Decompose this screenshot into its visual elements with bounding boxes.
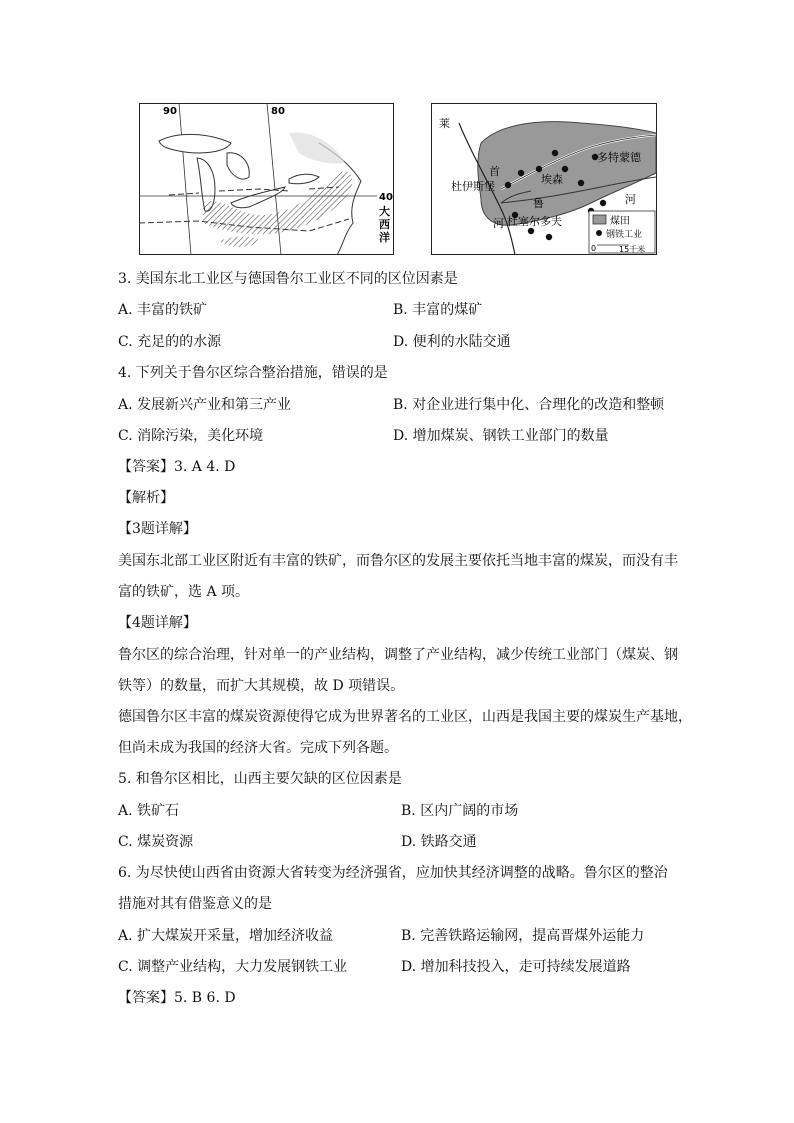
ocean-label-1: 大 [379,205,390,218]
answer-3-4: 【答案】3. A 4. D [118,459,236,475]
detail-4-line-2: 铁等）的数量，而扩大其规模，故 D 项错误。 [118,678,405,694]
q4-option-a: A. 发展新兴产业和第三产业 [118,397,292,413]
ocean-label-3: 洋 [379,231,390,244]
lon-90-label: 90 [163,106,177,117]
legend-coal-label: 煤田 [610,216,630,227]
q4-option-d: D. 增加煤炭、钢铁工业部门的数量 [393,428,609,444]
legend-coal-swatch [593,215,606,224]
map-figures [139,103,657,255]
q3-option-a: A. 丰富的铁矿 [118,302,208,318]
q4-option-c: C. 消除污染，美化环境 [118,428,264,444]
q6-option-b: B. 完善铁路运输网，提高晋煤外运能力 [401,928,645,944]
lon-80-label: 80 [271,106,285,117]
analysis-title: 【解析】 [118,490,174,506]
q5-option-a: A. 铁矿石 [118,803,180,819]
scale-label: 15千米 [619,245,646,254]
q3-option-d: D. 便利的水陆交通 [393,334,511,350]
label-he-left: 河 [493,217,504,230]
label-he-right: 河 [625,193,636,206]
label-dusseldorf: 杜塞尔多夫 [507,215,562,228]
q5-option-d: D. 铁路交通 [401,834,477,850]
label-shou: 首 [489,165,500,178]
q6-option-a: A. 扩大煤炭开采量，增加经济收益 [118,928,334,944]
detail-3-line-2: 富的铁矿，选 A 项。 [118,584,250,600]
question-3-stem: 3. 美国东北工业区与德国鲁尔工业区不同的区位因素是 [118,271,458,287]
us-northeast-map [139,103,394,255]
label-dortmund: 多特蒙德 [597,151,641,164]
question-4-stem: 4. 下列关于鲁尔区综合整治措施，错误的是 [118,365,388,381]
q4-option-b: B. 对企业进行集中化、合理化的改造和整顿 [393,397,665,413]
answer-5-6: 【答案】5. B 6. D [118,990,236,1006]
legend-steel-label: 钢铁工业 [606,230,643,240]
q3-option-c: C. 充足的的水源 [118,334,222,350]
scale-zero: 0 [591,244,597,253]
ruhr-map [431,103,657,255]
lat-40-label: 40 [379,192,393,203]
intro-line-2: 但尚未成为我国的经济大省。完成下列各题。 [118,740,398,756]
intro-line-1: 德国鲁尔区丰富的煤炭资源使得它成为世界著名的工业区，山西是我国主要的煤炭生产基地， [118,709,692,725]
label-lai: 莱 [439,117,450,130]
ocean-label-2: 西 [379,218,390,231]
legend-steel-dot [596,230,602,236]
detail-4-line-1: 鲁尔区的综合治理，针对单一的产业结构，调整了产业结构，减少传统工业部门（煤炭、钢 [118,647,678,663]
q6-option-c: C. 调整产业结构，大力发展钢铁工业 [118,959,348,975]
label-essen: 埃森 [541,173,563,186]
q5-option-b: B. 区内广阔的市场 [401,803,519,819]
label-duisburg: 杜伊斯堡 [451,180,495,193]
q6-option-d: D. 增加科技投入，走可持续发展道路 [401,959,631,975]
detail-3-line-1: 美国东北部工业区附近有丰富的铁矿，而鲁尔区的发展主要依托当地丰富的煤炭，而没有丰 [118,553,678,569]
question-5-stem: 5. 和鲁尔区相比，山西主要欠缺的区位因素是 [118,771,402,787]
question-6-stem-2: 措施对其有借鉴意义的是 [118,896,272,912]
label-lu: 鲁 [533,197,544,210]
detail-3-title: 【3题详解】 [118,521,197,537]
question-6-stem-1: 6. 为尽快使山西省由资源大省转变为经济强省，应加快其经济调整的战略。鲁尔区的整治 [118,865,668,881]
q5-option-c: C. 煤炭资源 [118,834,194,850]
q3-option-b: B. 丰富的煤矿 [393,302,483,318]
detail-4-title: 【4题详解】 [118,615,197,631]
